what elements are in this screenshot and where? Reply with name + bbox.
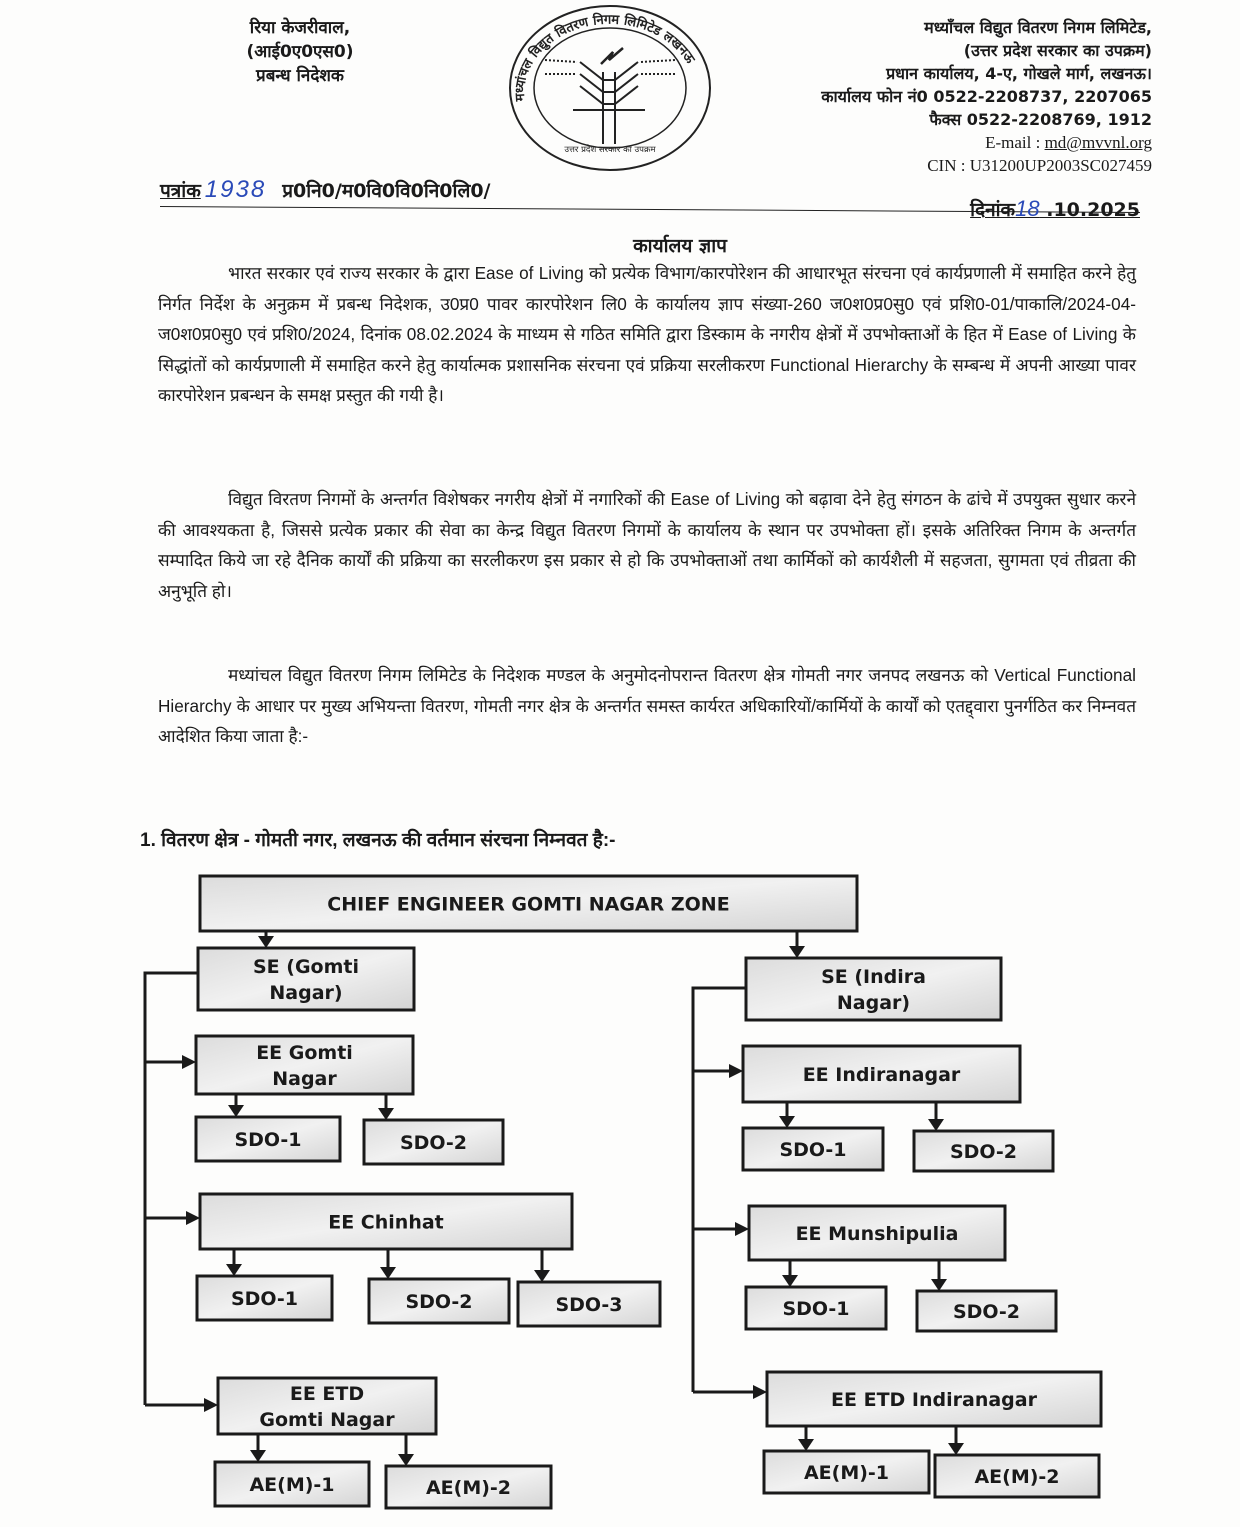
signatory-service: (आई0ए0एस0)	[246, 42, 354, 62]
unit-box-label: SDO-3	[555, 1294, 623, 1316]
org-boxes	[196, 876, 1101, 1508]
unit-box-label: SDO-2	[405, 1291, 473, 1313]
se-indira-nagar-box	[746, 958, 1001, 1020]
arrow-right-icon	[753, 1385, 767, 1399]
arrow-down-icon	[226, 1264, 242, 1276]
se-indira-nagar-box-label: SE (Indira	[821, 966, 926, 988]
ee-chinhat-box	[200, 1194, 572, 1249]
ee-munshipulia-box	[749, 1206, 1005, 1260]
reference-handwritten-number: 1938	[204, 176, 267, 203]
company-name: मध्याँचल विद्युत वितरण निगम लिमिटेड,	[924, 18, 1152, 37]
unit-box-label: SDO-2	[949, 1141, 1018, 1163]
arrow-down-icon	[798, 1439, 814, 1451]
arrow-right-icon	[204, 1398, 218, 1412]
arrow-down-icon	[928, 1119, 944, 1131]
company-govt-note: (उत्तर प्रदेश सरकार का उपक्रम)	[963, 41, 1152, 60]
unit-box	[518, 1282, 660, 1326]
ee-etd-gomti-nagar-box-label: EE ETD	[289, 1383, 365, 1405]
unit-box-label: AE(M)-2	[974, 1466, 1060, 1488]
ee-gomti-nagar-box	[196, 1036, 413, 1094]
reference-label: पत्रांक	[160, 180, 201, 202]
right-spine-line	[693, 988, 746, 1392]
company-phone: कार्यालय फोन नं0 0522-2208737, 2207065	[821, 87, 1152, 106]
ee-gomti-nagar-box-label: Nagar	[272, 1068, 337, 1090]
unit-box	[196, 1117, 340, 1161]
arrow-down-icon	[779, 1116, 795, 1128]
paragraph-3-text: मध्यांचल विद्युत वितरण निगम लिमिटेड के निदेशक मण्डल के अनुमोदनोपरान्त वितरण क्षेत्र गोमती नगर जनपद लखनऊ को Vertical Functional Hierarchy के आधार पर मुख्य अभियन्ता वितरण, गोमती नगर क्षेत्र के अन्तर्गत समस्त कार्यरत अधिकारियों/कार्मियों के कार्यों को एतद्द्वारा पुनर्गठित कर निम्नवत आदेशित किया जाता है:-	[158, 665, 1136, 746]
arrow-right-icon	[182, 1055, 196, 1069]
arrow-right-icon	[729, 1064, 743, 1078]
unit-box	[364, 1120, 503, 1164]
date-rest: .10.2025	[1039, 199, 1140, 221]
ee-indiranagar-box	[743, 1046, 1020, 1102]
signatory-name: रिया केजरीवाल,	[249, 18, 351, 38]
unit-box-label: SDO-2	[952, 1301, 1021, 1323]
arrow-down-icon	[250, 1450, 266, 1462]
unit-box-label: AE(M)-1	[249, 1474, 335, 1496]
unit-box	[369, 1279, 509, 1323]
section-heading: 1. वितरण क्षेत्र - गोमती नगर, लखनऊ की वर्तमान संरचना निम्नवत है:-	[140, 830, 616, 851]
root-chief-engineer-box-label: CHIEF ENGINEER GOMTI NAGAR ZONE	[327, 893, 730, 916]
arrow-down-icon	[380, 1267, 396, 1279]
email-link[interactable]: md@mvvnl.org	[1044, 133, 1152, 152]
memo-title: कार्यालय ज्ञाप	[633, 235, 727, 257]
ee-etd-gomti-nagar-box	[218, 1378, 436, 1434]
arrow-down-icon	[948, 1443, 964, 1455]
unit-box-label: AE(M)-1	[803, 1462, 890, 1484]
unit-box	[935, 1455, 1099, 1497]
root-chief-engineer-box	[200, 876, 857, 931]
company-fax: फैक्स 0522-2208769, 1912	[929, 110, 1152, 129]
arrow-down-icon	[931, 1279, 947, 1291]
unit-box-label: SDO-1	[779, 1139, 847, 1161]
left-spine-line	[145, 973, 198, 1405]
unit-box	[215, 1462, 369, 1506]
company-address: प्रधान कार्यालय, 4-ए, गोखले मार्ग, लखनऊ।	[886, 64, 1152, 83]
arrow-down-icon	[534, 1270, 550, 1282]
date-label: दिनांक	[970, 199, 1016, 221]
unit-box	[746, 1287, 886, 1329]
ee-etd-indiranagar-box	[767, 1372, 1101, 1426]
paragraph-2-text: विद्युत विरतण निगमों के अन्तर्गत विशेषकर नगरीय क्षेत्रों में नगारिकों की Ease of Living को बढ़ावा देने हेतु संगठन के ढांचे में उपयुक्त सुधार करने की आवश्यकता है, जिससे प्रत्येक प्रकार की सेवा का केन्द्र विद्युत वितरण निगमों के कार्यालय के स्थान पर उपभोक्ता हों। इसके अतिरिक्त निगम के अन्तर्गत सम्पादित किये जा रहे दैनिक कार्यों की प्रक्रिया का सरलीकरण इस प्रकार से हो कि उपभोक्ताओं तथा कार्मिकों को कार्यशैली में सहजता, सुगमता एवं तीव्रता की अनुभूति हो।	[158, 489, 1136, 601]
arrow-right-icon	[735, 1222, 749, 1236]
arrow-right-icon	[186, 1211, 200, 1225]
email-label: E-mail :	[985, 133, 1045, 152]
arrow-down-icon	[258, 936, 274, 948]
unit-box-label: SDO-1	[234, 1129, 302, 1151]
seal-inner-text: उत्तर प्रदेश सरकार का उपक्रम	[564, 145, 656, 155]
signatory-designation: प्रबन्ध निदेशक	[256, 66, 344, 86]
unit-box-label: AE(M)-2	[425, 1477, 512, 1499]
ee-chinhat-box-label: EE Chinhat	[328, 1211, 444, 1234]
company-cin: CIN : U31200UP2003SC027459	[927, 156, 1152, 175]
se-gomti-nagar-box-label: SE (Gomti	[252, 956, 360, 978]
ee-munshipulia-box-label: EE Munshipulia	[795, 1223, 959, 1245]
ee-gomti-nagar-box-label: EE Gomti	[256, 1042, 353, 1064]
seal-outer-text: मध्यांचल विद्युत वितरण निगम लिमिटेड लखनऊ	[512, 12, 698, 102]
arrow-down-icon	[782, 1275, 798, 1287]
se-gomti-nagar-box	[198, 948, 414, 1010]
unit-box	[764, 1451, 929, 1493]
ee-etd-indiranagar-box-label: EE ETD Indiranagar	[831, 1389, 1037, 1411]
unit-box-label: SDO-1	[230, 1288, 299, 1310]
arrow-down-icon	[398, 1454, 414, 1466]
paragraph-1-text: भारत सरकार एवं राज्य सरकार के द्वारा Ease of Living को प्रत्येक विभाग/कारपोरेशन की आधारभूत संरचना एवं कार्यप्रणाली में समाहित करने हेतु निर्गत निर्देश के अनुक्रम में प्रबन्ध निदेशक, उ0प्र0 पावर कारपोरेशन लि0 के कार्यालय ज्ञाप संख्या-260 ज0श0प्र0सु0 एवं प्रशि0-01/पाकालि/2024-04-ज0श0प्र0सु0 एवं प्रशि0/2024, दिनांक 08.02.2024 के माध्यम से गठित समिति द्वारा डिस्काम के नगरीय क्षेत्रों में उपभोक्ताओं के हित में Ease of Living के सिद्धांतों को कार्यप्रणाली में समाहित करने हेतु कार्यात्मक प्रशासनिक संरचना एवं प्रक्रिया सरलीकरण Functional Hierarchy के सम्बन्ध में अपनी आख्या पावर कारपोरेशन प्रबन्धन के समक्ष प्रस्तुत की गयी है।	[158, 263, 1136, 405]
ee-etd-gomti-nagar-box-label: Gomti Nagar	[259, 1409, 395, 1431]
unit-box	[917, 1291, 1056, 1331]
unit-box-label: SDO-2	[399, 1132, 468, 1154]
se-indira-nagar-box-label: Nagar)	[836, 992, 911, 1014]
unit-box	[914, 1131, 1053, 1171]
unit-box-label: SDO-1	[782, 1298, 850, 1320]
unit-box	[386, 1466, 551, 1508]
reference-code: प्र0नि0/म0वि0वि0नि0लि0/	[282, 180, 491, 202]
ee-indiranagar-box-label: EE Indiranagar	[802, 1064, 961, 1086]
arrow-down-icon	[378, 1108, 394, 1120]
se-gomti-nagar-box-label: Nagar)	[269, 982, 343, 1004]
arrow-down-icon	[228, 1105, 244, 1117]
date-handwritten-day: 18	[1015, 196, 1040, 221]
unit-box	[197, 1276, 332, 1320]
arrow-down-icon	[789, 946, 805, 958]
unit-box	[743, 1128, 883, 1170]
